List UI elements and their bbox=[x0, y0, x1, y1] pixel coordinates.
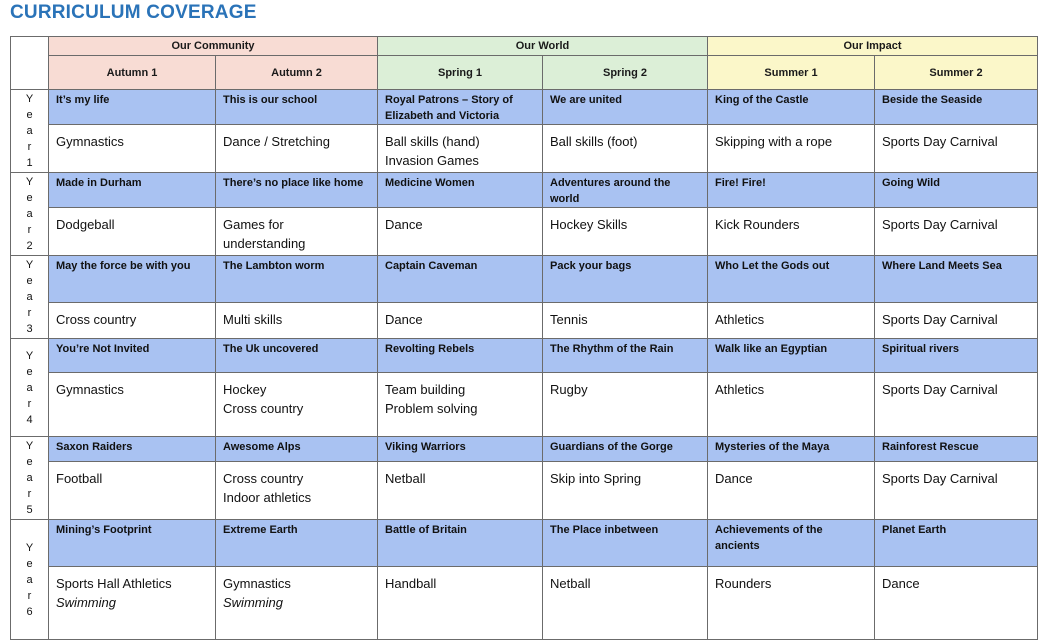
year-label-char: e bbox=[26, 456, 33, 468]
activity-cell bbox=[378, 208, 543, 256]
activity-text: Netball bbox=[550, 576, 591, 591]
topic-text: Adventures around the world bbox=[550, 177, 671, 205]
topic-text: Pack your bags bbox=[550, 260, 632, 272]
year-label-char: a bbox=[26, 472, 33, 484]
topic-cell bbox=[875, 520, 1038, 567]
topic-cell bbox=[875, 339, 1038, 373]
topic-text: Going Wild bbox=[882, 177, 940, 189]
activity-text: Ball skills (foot) bbox=[550, 134, 638, 149]
year-label-char: r bbox=[27, 307, 32, 319]
activity-cell bbox=[49, 567, 216, 640]
term-header: Spring 1 bbox=[378, 56, 543, 90]
activity-cell bbox=[875, 303, 1038, 339]
topic-cell bbox=[49, 520, 216, 567]
activity-text: Hockey Skills bbox=[550, 217, 628, 232]
topic-cell bbox=[875, 437, 1038, 462]
topic-text: Guardians of the Gorge bbox=[550, 441, 673, 453]
page-title: CURRICULUM COVERAGE bbox=[10, 2, 257, 23]
topic-text: Beside the Seaside bbox=[882, 94, 983, 106]
topic-text: Who Let the Gods out bbox=[715, 260, 830, 272]
activity-cell bbox=[49, 303, 216, 339]
topic-text: Mysteries of the Maya bbox=[715, 441, 830, 453]
activity-text: Indoor athletics bbox=[223, 490, 312, 505]
activity-text: Team building bbox=[385, 382, 466, 397]
year-label-char: Y bbox=[25, 259, 34, 271]
activity-text: Invasion Games bbox=[385, 153, 479, 168]
activity-cell bbox=[378, 373, 543, 437]
topic-text: Medicine Women bbox=[385, 177, 475, 189]
topic-cell bbox=[378, 256, 543, 303]
activity-text: Skip into Spring bbox=[550, 471, 642, 486]
topic-text: Awesome Alps bbox=[223, 441, 301, 453]
topic-text: Captain Caveman bbox=[385, 260, 478, 272]
topic-text: Extreme Earth bbox=[223, 524, 298, 536]
term-header: Summer 1 bbox=[708, 56, 875, 90]
activity-text: Swimming bbox=[56, 595, 116, 610]
activity-text: Handball bbox=[385, 576, 437, 591]
year-label-char: 5 bbox=[26, 504, 33, 516]
activity-cell bbox=[875, 462, 1038, 520]
term-header: Autumn 1 bbox=[49, 56, 216, 90]
activity-cell bbox=[543, 125, 708, 173]
topic-text: Royal Patrons – Story of Elizabeth and Victoria bbox=[385, 94, 513, 122]
year-label-char: 3 bbox=[26, 323, 33, 335]
topic-cell bbox=[543, 90, 708, 125]
year-label-char: e bbox=[26, 365, 33, 378]
activity-cell bbox=[708, 462, 875, 520]
year-label-char: Y bbox=[25, 349, 34, 362]
activity-text: Sports Day Carnival bbox=[882, 382, 998, 397]
year-label-char: r bbox=[27, 397, 32, 410]
topic-row bbox=[11, 256, 1038, 303]
topic-row bbox=[11, 90, 1038, 125]
activity-row bbox=[11, 567, 1038, 640]
year-label-char: 4 bbox=[26, 413, 33, 426]
year-label-char: 1 bbox=[26, 157, 33, 169]
topic-cell bbox=[49, 90, 216, 125]
activity-text: Hockey bbox=[223, 382, 267, 397]
topic-cell bbox=[708, 173, 875, 208]
topic-text: The Place inbetween bbox=[550, 524, 659, 536]
activity-cell bbox=[543, 462, 708, 520]
topic-text: Where Land Meets Sea bbox=[882, 260, 1002, 272]
activity-text: Sports Day Carnival bbox=[882, 217, 998, 232]
topic-text: The Rhythm of the Rain bbox=[550, 343, 674, 355]
activity-cell bbox=[378, 462, 543, 520]
topic-text: You’re Not Invited bbox=[56, 343, 150, 355]
activity-cell bbox=[378, 125, 543, 173]
topic-cell bbox=[543, 256, 708, 303]
topic-row bbox=[11, 339, 1038, 373]
activity-cell bbox=[543, 567, 708, 640]
activity-text: Gymnastics bbox=[56, 134, 124, 149]
year-label-char: e bbox=[26, 109, 33, 121]
year-label-char: 2 bbox=[26, 240, 33, 252]
activity-cell bbox=[708, 208, 875, 256]
topic-cell bbox=[49, 256, 216, 303]
year-label-char: a bbox=[26, 291, 33, 303]
topic-cell bbox=[378, 173, 543, 208]
topic-cell bbox=[875, 256, 1038, 303]
activity-cell bbox=[216, 462, 378, 520]
topic-cell bbox=[543, 520, 708, 567]
activity-row bbox=[11, 208, 1038, 256]
year-label bbox=[11, 520, 49, 640]
topic-cell bbox=[708, 90, 875, 125]
group-header: Our Impact bbox=[708, 37, 1038, 56]
topic-cell bbox=[49, 339, 216, 373]
year-label-char: r bbox=[27, 224, 32, 236]
term-header: Summer 2 bbox=[875, 56, 1038, 90]
activity-text: Cross country bbox=[223, 401, 304, 416]
topic-cell bbox=[378, 339, 543, 373]
year-label-char: r bbox=[27, 589, 32, 602]
activity-cell bbox=[543, 373, 708, 437]
topic-text: The Uk uncovered bbox=[223, 343, 319, 355]
topic-cell bbox=[378, 520, 543, 567]
activity-cell bbox=[216, 303, 378, 339]
activity-cell bbox=[875, 208, 1038, 256]
activity-row bbox=[11, 303, 1038, 339]
activity-cell bbox=[216, 208, 378, 256]
activity-cell bbox=[875, 567, 1038, 640]
topic-text: Fire! Fire! bbox=[715, 177, 766, 189]
topic-text: This is our school bbox=[223, 94, 318, 106]
topic-cell bbox=[875, 90, 1038, 125]
activity-cell bbox=[543, 208, 708, 256]
activity-text: Kick Rounders bbox=[715, 217, 800, 232]
topic-text: We are united bbox=[550, 94, 622, 106]
topic-cell bbox=[543, 339, 708, 373]
year-label bbox=[11, 339, 49, 437]
activity-text: Problem solving bbox=[385, 401, 478, 416]
activity-text: Dance bbox=[882, 576, 920, 591]
topic-text: There’s no place like home bbox=[223, 177, 364, 189]
activity-text: Athletics bbox=[715, 312, 765, 327]
activity-text: Multi skills bbox=[223, 312, 283, 327]
topic-row bbox=[11, 520, 1038, 567]
topic-text: The Lambton worm bbox=[223, 260, 325, 272]
activity-text: Cross country bbox=[223, 471, 304, 486]
topic-cell bbox=[216, 437, 378, 462]
activity-text: Rugby bbox=[550, 382, 588, 397]
year-label-char: Y bbox=[25, 176, 34, 188]
activity-cell bbox=[378, 303, 543, 339]
topic-cell bbox=[708, 437, 875, 462]
year-label-char: r bbox=[27, 488, 32, 500]
activity-text: Ball skills (hand) bbox=[385, 134, 480, 149]
year-label-char: a bbox=[26, 381, 33, 394]
year-label-char: e bbox=[26, 275, 33, 287]
activity-cell bbox=[216, 125, 378, 173]
activity-text: Swimming bbox=[223, 595, 283, 610]
topic-text: Walk like an Egyptian bbox=[715, 343, 828, 355]
topic-text: Rainforest Rescue bbox=[882, 441, 979, 453]
activity-cell bbox=[875, 373, 1038, 437]
topic-text: Achievements of the ancients bbox=[715, 524, 823, 552]
activity-text: Cross country bbox=[56, 312, 137, 327]
activity-cell bbox=[49, 462, 216, 520]
year-label-char: Y bbox=[25, 541, 34, 554]
year-rows bbox=[11, 90, 1038, 640]
curriculum-table bbox=[10, 36, 1038, 640]
activity-cell bbox=[49, 208, 216, 256]
activity-text: Athletics bbox=[715, 382, 765, 397]
topic-text: Revolting Rebels bbox=[385, 343, 475, 355]
topic-cell bbox=[543, 437, 708, 462]
topic-cell bbox=[216, 339, 378, 373]
year-label-char: a bbox=[26, 208, 33, 220]
term-header: Spring 2 bbox=[543, 56, 708, 90]
topic-text: Mining’s Footprint bbox=[56, 524, 152, 536]
activity-text: Games for bbox=[223, 217, 284, 232]
year-label bbox=[11, 437, 49, 520]
year-label-char: Y bbox=[25, 93, 34, 105]
year-label-char: e bbox=[26, 192, 33, 204]
topic-text: Saxon Raiders bbox=[56, 441, 133, 453]
year-label bbox=[11, 173, 49, 256]
activity-text: Dodgeball bbox=[56, 217, 115, 232]
activity-cell bbox=[49, 125, 216, 173]
year-label-char: 6 bbox=[26, 605, 33, 618]
activity-text: Gymnastics bbox=[223, 576, 291, 591]
activity-text: understanding bbox=[223, 236, 306, 251]
year-label-char: r bbox=[27, 141, 32, 153]
activity-row bbox=[11, 125, 1038, 173]
activity-text: Gymnastics bbox=[56, 382, 124, 397]
topic-text: Viking Warriors bbox=[385, 441, 466, 453]
topic-cell bbox=[216, 256, 378, 303]
group-header: Our World bbox=[378, 37, 708, 56]
activity-text: Dance bbox=[385, 312, 423, 327]
activity-cell bbox=[216, 567, 378, 640]
activity-text: Dance / Stretching bbox=[223, 134, 330, 149]
activity-text: Skipping with a rope bbox=[715, 134, 833, 149]
activity-text: Sports Hall Athletics bbox=[56, 576, 172, 591]
topic-cell bbox=[216, 90, 378, 125]
year-label bbox=[11, 256, 49, 339]
topic-row bbox=[11, 173, 1038, 208]
year-label-char: Y bbox=[25, 440, 34, 452]
activity-cell bbox=[216, 373, 378, 437]
topic-text: It’s my life bbox=[56, 94, 110, 106]
activity-text: Rounders bbox=[715, 576, 772, 591]
topic-cell bbox=[378, 90, 543, 125]
activity-text: Tennis bbox=[550, 312, 588, 327]
activity-text: Sports Day Carnival bbox=[882, 134, 998, 149]
topic-text: Planet Earth bbox=[882, 524, 947, 536]
activity-text: Dance bbox=[385, 217, 423, 232]
year-label bbox=[11, 90, 49, 173]
year-label-char: a bbox=[26, 125, 33, 137]
activity-cell bbox=[708, 125, 875, 173]
topic-cell bbox=[49, 173, 216, 208]
activity-cell bbox=[708, 567, 875, 640]
group-header: Our Community bbox=[49, 37, 378, 56]
year-label-char: e bbox=[26, 557, 33, 570]
topic-cell bbox=[216, 173, 378, 208]
activity-text: Sports Day Carnival bbox=[882, 471, 998, 486]
topic-cell bbox=[708, 339, 875, 373]
topic-text: Battle of Britain bbox=[385, 524, 467, 536]
topic-text: Spiritual rivers bbox=[882, 343, 960, 355]
topic-text: Made in Durham bbox=[56, 177, 142, 189]
topic-row bbox=[11, 437, 1038, 462]
activity-cell bbox=[708, 373, 875, 437]
topic-cell bbox=[875, 173, 1038, 208]
topic-text: May the force be with you bbox=[56, 260, 191, 272]
activity-cell bbox=[543, 303, 708, 339]
topic-cell bbox=[708, 256, 875, 303]
activity-cell bbox=[378, 567, 543, 640]
activity-row bbox=[11, 373, 1038, 437]
activity-cell bbox=[49, 373, 216, 437]
topic-cell bbox=[708, 520, 875, 567]
activity-cell bbox=[875, 125, 1038, 173]
topic-cell bbox=[543, 173, 708, 208]
activity-text: Sports Day Carnival bbox=[882, 312, 998, 327]
activity-text: Netball bbox=[385, 471, 426, 486]
topic-cell bbox=[49, 437, 216, 462]
corner-cell bbox=[11, 37, 49, 90]
term-header: Autumn 2 bbox=[216, 56, 378, 90]
year-label-char: a bbox=[26, 573, 33, 586]
activity-text: Football bbox=[56, 471, 103, 486]
activity-row bbox=[11, 462, 1038, 520]
topic-text: King of the Castle bbox=[715, 94, 809, 106]
activity-text: Dance bbox=[715, 471, 753, 486]
topic-cell bbox=[378, 437, 543, 462]
topic-cell bbox=[216, 520, 378, 567]
activity-cell bbox=[708, 303, 875, 339]
